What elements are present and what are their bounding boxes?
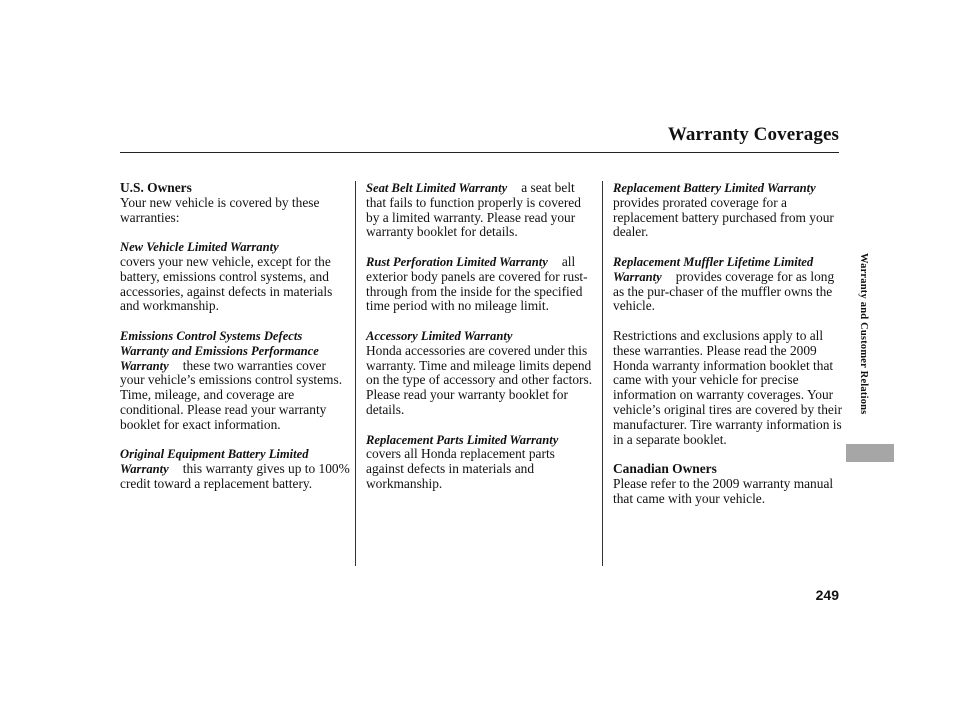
title-rule (120, 152, 839, 153)
warranty-term: Seat Belt Limited Warranty (366, 181, 508, 195)
warranty-item (366, 255, 596, 314)
section-body: Please refer to the 2009 warranty manual that came with your vehicle. (613, 475, 834, 506)
restrictions-text: Restrictions and exclusions apply to all these warranties. Please read the 2009 Honda warranty information booklet that came with your vehicle for precise information on warranty coverages. Your vehicle’s original tires are covered by their manufacturer. Tire warranty information is in a separate booklet. (613, 327, 843, 447)
warranty-term: Original Equipment Battery Limited Warranty (120, 447, 309, 477)
warranty-term: New Vehicle Limited Warranty (120, 240, 279, 255)
us-owners-section (120, 181, 350, 225)
warranty-item (120, 240, 350, 314)
warranty-term: Rust Perforation Limited Warranty (366, 254, 548, 269)
section-heading: U.S. Owners (120, 180, 192, 195)
warranty-item (120, 329, 350, 433)
warranty-description: a seat belt that fails to function properly is covered by a limited warranty. Please read your warranty booklet for details. (366, 180, 581, 240)
section-tab-label: Warranty and Customer Relations (858, 253, 869, 415)
warranty-item (613, 255, 843, 314)
warranty-description: provides coverage for as long as the pur-chaser of the muffler owns the vehicle. (613, 268, 835, 314)
column-3 (613, 181, 843, 521)
warranty-term: Accessory Limited Warranty (366, 328, 513, 343)
warranty-item (613, 181, 843, 240)
warranty-item (366, 329, 596, 418)
canadian-owners-section (613, 462, 843, 506)
warranty-item (120, 447, 350, 491)
page-number: 249 (815, 587, 839, 603)
warranty-term: Replacement Battery Limited Warranty (613, 181, 816, 195)
warranty-term: Emissions Control Systems Defects Warranty and Emissions Performance Warranty (120, 328, 319, 373)
restrictions-paragraph (613, 329, 843, 447)
column-1 (120, 181, 350, 507)
warranty-description: covers your new vehicle, except for the battery, emissions control systems, and accessories, against defects in materials and workmanship. (120, 253, 333, 314)
section-body: Your new vehicle is covered by these warranties: (120, 194, 320, 225)
warranty-item (366, 181, 596, 240)
warranty-description: covers all Honda replacement parts against defects in materials and workmanship. (366, 446, 555, 491)
warranty-term: Replacement Muffler Lifetime Limited Warranty (613, 254, 814, 284)
warranty-term: Replacement Parts Limited Warranty (366, 432, 559, 447)
column-divider (602, 181, 603, 566)
section-tab-marker (846, 444, 894, 462)
warranty-description: all exterior body panels are covered for rust-through from the inside for the specified time period with no mileage limit. (366, 253, 588, 314)
warranty-item (366, 433, 596, 492)
warranty-description: Honda accessories are covered under this warranty. Time and mileage limits depend on the type of accessory and other factors. Please read your warranty booklet for details. (366, 342, 593, 417)
warranty-description: this warranty gives up to 100% credit toward a replacement battery. (120, 461, 350, 491)
column-2 (366, 181, 596, 507)
page-title: Warranty Coverages (667, 124, 839, 145)
column-divider (355, 181, 356, 566)
warranty-description: provides prorated coverage for a replacement battery purchased from your dealer. (613, 194, 834, 240)
warranty-description: these two warranties cover your vehicle’s emissions control systems. Time, mileage, and coverage are conditional. Please read your warranty booklet for exact information. (120, 357, 343, 432)
section-heading: Canadian Owners (613, 461, 717, 477)
